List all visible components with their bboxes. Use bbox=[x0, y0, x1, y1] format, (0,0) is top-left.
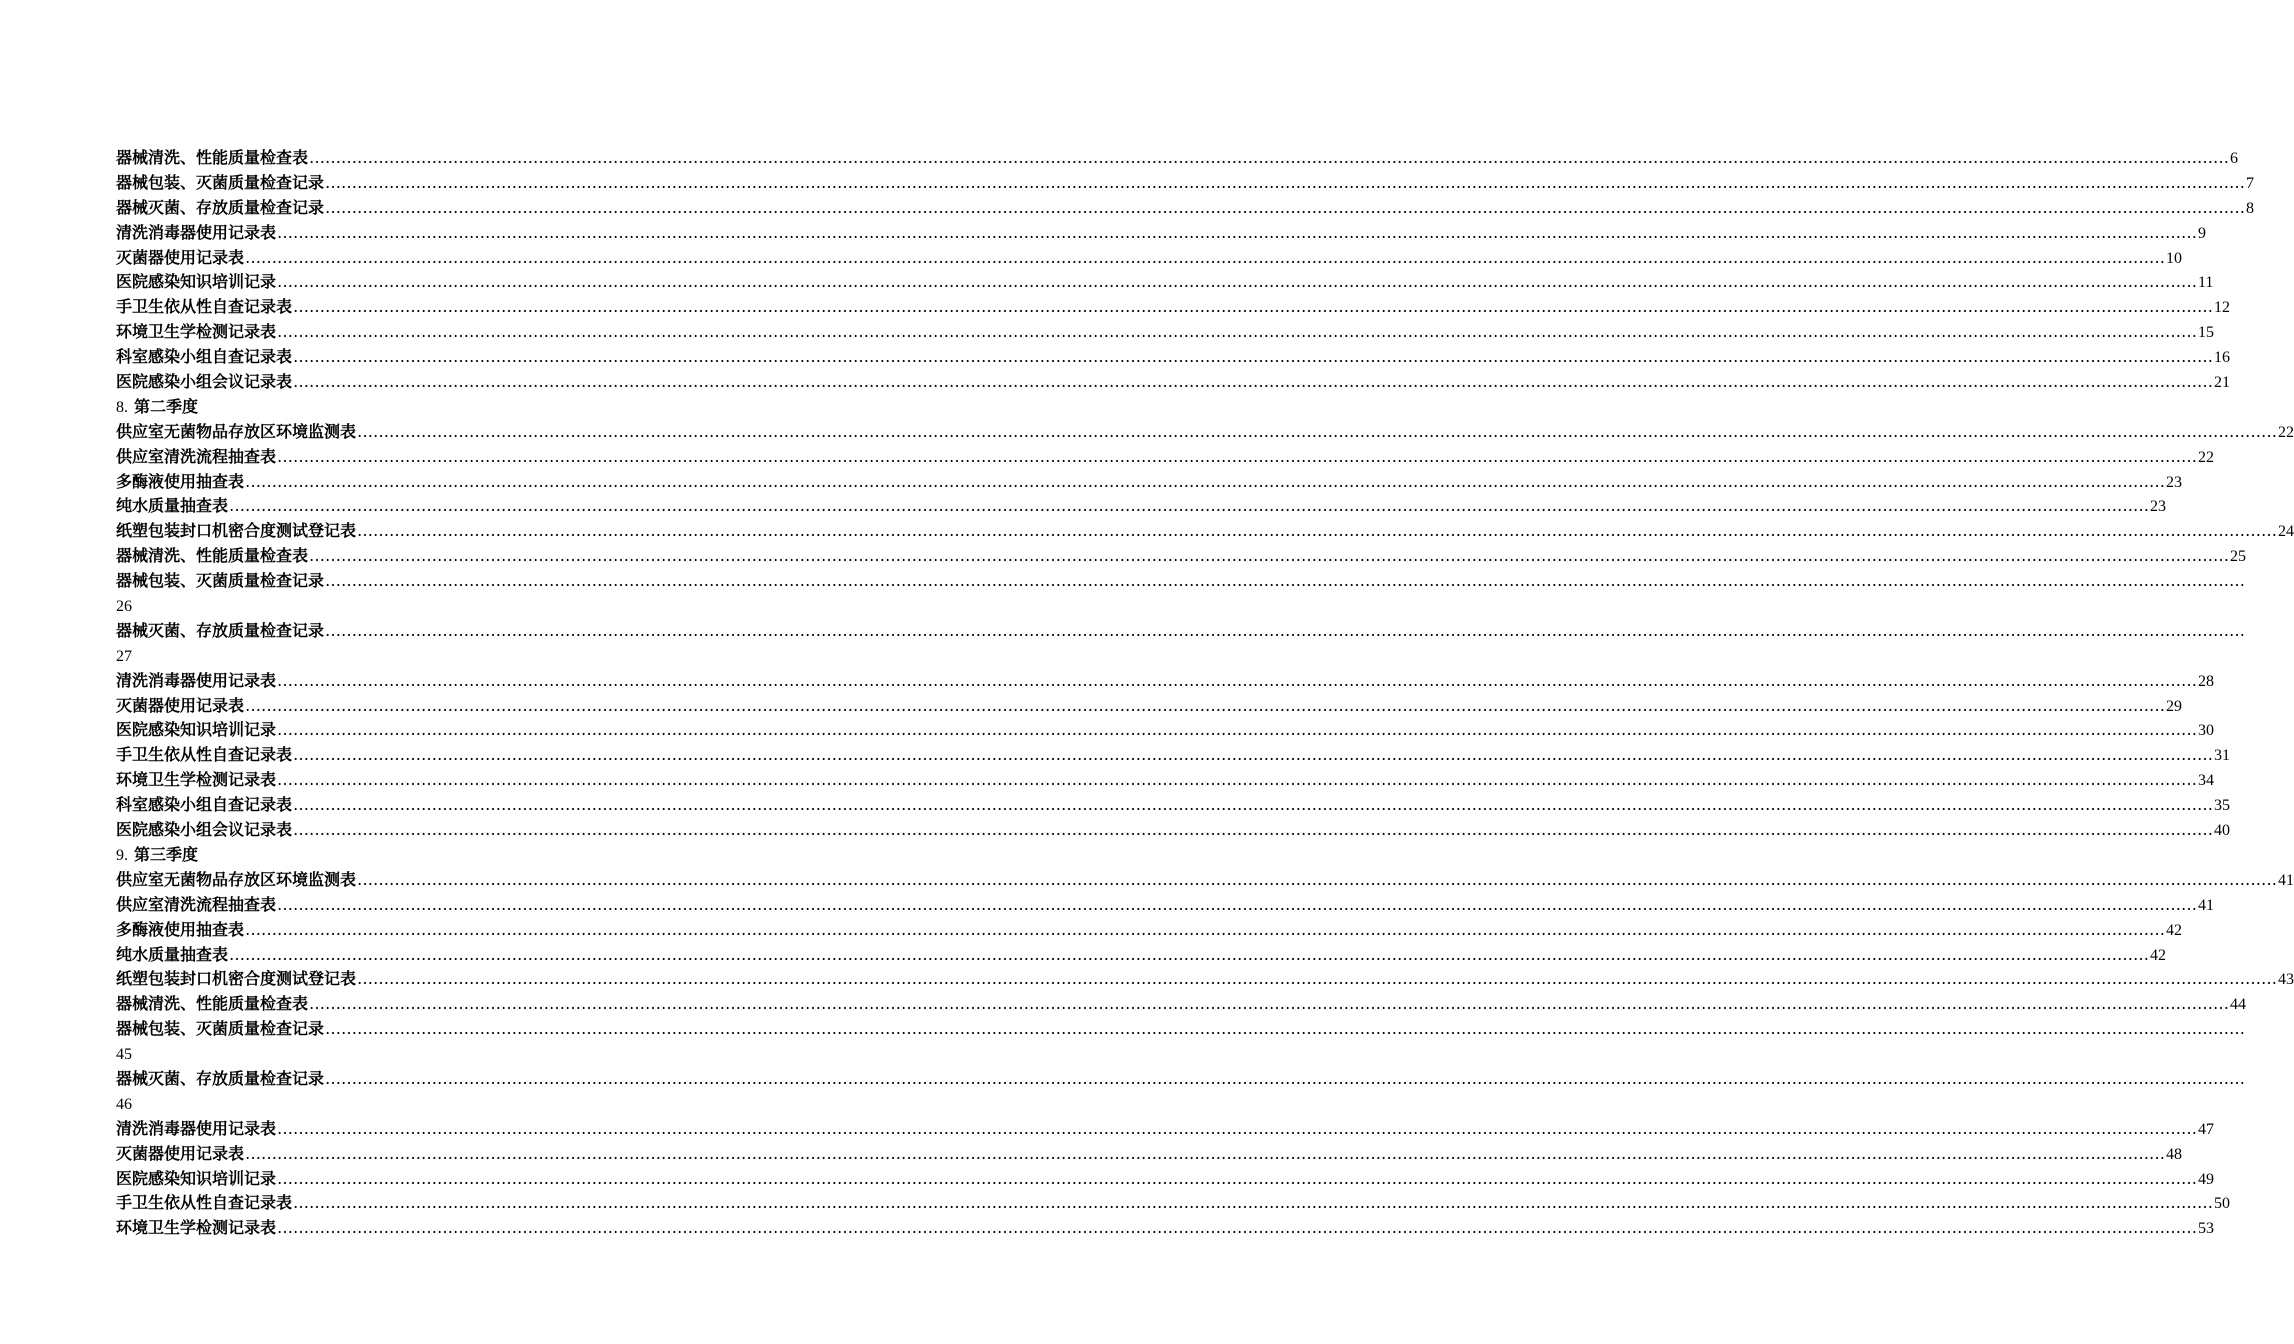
toc-page-number: 10 bbox=[2166, 249, 2183, 267]
toc-page-number: 53 bbox=[2198, 1220, 2215, 1238]
toc-leader-dots: ……………………………………………………………………………………………………………………………………………………………………………………………………………………………………………………………………………………………………………………………… bbox=[277, 720, 2198, 740]
toc-leader-dots: ……………………………………………………………………………………………………………………………………………………………………………………………………………………………………………………………………………………………………………………………… bbox=[245, 919, 2166, 939]
toc-entry-title: 纯水质量抽查表 bbox=[116, 944, 229, 964]
table-of-contents bbox=[116, 146, 2294, 1241]
toc-entry[interactable] bbox=[116, 420, 2294, 445]
toc-entry-title: 纸塑包装封口机密合度测试登记表 bbox=[116, 521, 357, 541]
toc-page-number: 43 bbox=[2278, 971, 2294, 989]
toc-leader-dots: ……………………………………………………………………………………………………………………………………………………………………………………………………………………………………………………………………………………………………………………………… bbox=[277, 1168, 2198, 1188]
toc-page-number: 23 bbox=[2150, 498, 2167, 516]
toc-leader-dots: ……………………………………………………………………………………………………………………………………………………………………………………………………………………………………………………………………………………………………………………………… bbox=[325, 620, 2246, 640]
toc-entry-title: 纸塑包装封口机密合度测试登记表 bbox=[116, 969, 357, 989]
toc-leader-dots: ……………………………………………………………………………………………………………………………………………………………………………………………………………………………………………………………………………………………………………………………… bbox=[309, 148, 2230, 167]
toc-page-number: 24 bbox=[2278, 523, 2294, 541]
toc-leader-dots: ……………………………………………………………………………………………………………………………………………………………………………………………………………………………………………………………………………………………………………………………… bbox=[293, 795, 2214, 815]
toc-page-number: 41 bbox=[2198, 896, 2215, 914]
toc-entry-title: 清洗消毒器使用记录表 bbox=[116, 222, 277, 242]
toc-leader-dots: ……………………………………………………………………………………………………………………………………………………………………………………………………………………………………………………………………………………………………………………………… bbox=[277, 272, 2198, 292]
toc-leader-dots: ……………………………………………………………………………………………………………………………………………………………………………………………………………………………………………………………………………………………………………………………… bbox=[293, 820, 2214, 840]
toc-entry[interactable] bbox=[116, 470, 2183, 495]
toc-entry[interactable] bbox=[116, 1167, 2215, 1192]
toc-page-number: 28 bbox=[2198, 672, 2215, 690]
toc-leader-dots: ……………………………………………………………………………………………………………………………………………………………………………………………………………………………………………………………………………………………………………………………… bbox=[277, 222, 2198, 242]
toc-entry[interactable] bbox=[116, 445, 2215, 470]
toc-page-number: 49 bbox=[2198, 1170, 2215, 1188]
toc-entry-title: 器械包装、灭菌质量检查记录 bbox=[116, 571, 325, 591]
toc-page-number: 27 bbox=[116, 647, 132, 665]
toc-leader-dots: ……………………………………………………………………………………………………………………………………………………………………………………………………………………………………………………………………………………………………………………………… bbox=[245, 247, 2166, 267]
toc-entry[interactable] bbox=[116, 992, 2247, 1017]
toc-entry[interactable] bbox=[116, 694, 2183, 719]
toc-page-number: 22 bbox=[2198, 448, 2215, 466]
toc-entry-title: 环境卫生学检测记录表 bbox=[116, 770, 277, 790]
toc-entry-page-wrapped bbox=[116, 1042, 828, 1067]
toc-entry[interactable] bbox=[116, 345, 2231, 370]
toc-leader-dots: ……………………………………………………………………………………………………………………………………………………………………………………………………………………………………………………………………………………………………………………………… bbox=[277, 670, 2198, 690]
toc-entry-page-wrapped bbox=[116, 1092, 828, 1117]
toc-entry[interactable] bbox=[116, 246, 2183, 271]
toc-leader-dots: ……………………………………………………………………………………………………………………………………………………………………………………………………………………………………………………………………………………………………………………………… bbox=[357, 521, 2278, 541]
toc-page-number: 21 bbox=[2214, 374, 2231, 392]
toc-page-number: 42 bbox=[2150, 946, 2167, 964]
toc-leader-dots: ……………………………………………………………………………………………………………………………………………………………………………………………………………………………………………………………………………………………………………………………… bbox=[277, 446, 2198, 466]
toc-leader-dots: ……………………………………………………………………………………………………………………………………………………………………………………………………………………………………………………………………………………………………………………………… bbox=[277, 894, 2198, 914]
toc-entry-title: 供应室无菌物品存放区环境监测表 bbox=[116, 421, 357, 441]
toc-section-heading bbox=[116, 395, 828, 420]
toc-entry[interactable] bbox=[116, 1017, 2246, 1042]
toc-entry[interactable] bbox=[116, 270, 2214, 295]
toc-page-number: 25 bbox=[2230, 548, 2247, 566]
toc-entry[interactable] bbox=[116, 1142, 2183, 1167]
toc-leader-dots: ……………………………………………………………………………………………………………………………………………………………………………………………………………………………………………………………………………………………………………………………… bbox=[245, 471, 2166, 491]
toc-entry-title: 灭菌器使用记录表 bbox=[116, 1143, 245, 1163]
toc-leader-dots: ……………………………………………………………………………………………………………………………………………………………………………………………………………………………………………………………………………………………………………………………… bbox=[277, 322, 2198, 342]
toc-entry[interactable] bbox=[116, 967, 2294, 992]
toc-page-number: 22 bbox=[2278, 423, 2294, 441]
toc-entry[interactable] bbox=[116, 669, 2215, 694]
toc-entry[interactable] bbox=[116, 295, 2231, 320]
toc-page-number: 45 bbox=[116, 1046, 132, 1064]
toc-entry-title: 医院感染知识培训记录 bbox=[116, 1168, 277, 1188]
toc-page-number: 11 bbox=[2198, 274, 2214, 292]
toc-entry[interactable] bbox=[116, 743, 2231, 768]
toc-leader-dots: ……………………………………………………………………………………………………………………………………………………………………………………………………………………………………………………………………………………………………………………………… bbox=[357, 869, 2278, 889]
toc-entry[interactable] bbox=[116, 793, 2231, 818]
section-number: 9. bbox=[116, 846, 128, 864]
section-title: 第二季度 bbox=[134, 396, 199, 416]
toc-entry-title: 科室感染小组自查记录表 bbox=[116, 795, 293, 815]
toc-page-number: 9 bbox=[2198, 224, 2207, 242]
toc-leader-dots: ……………………………………………………………………………………………………………………………………………………………………………………………………………………………………………………………………………………………………………………………… bbox=[357, 969, 2278, 989]
toc-entry-title: 供应室清洗流程抽查表 bbox=[116, 894, 277, 914]
toc-page-number: 23 bbox=[2166, 473, 2183, 491]
toc-entry[interactable] bbox=[116, 818, 2231, 843]
toc-page-number: 12 bbox=[2214, 299, 2231, 317]
toc-entry[interactable] bbox=[116, 171, 2255, 196]
toc-page-number: 44 bbox=[2230, 996, 2247, 1014]
toc-entry[interactable] bbox=[116, 221, 2207, 246]
toc-leader-dots: ……………………………………………………………………………………………………………………………………………………………………………………………………………………………………………………………………………………………………………………………… bbox=[277, 1118, 2198, 1138]
toc-entry-title: 环境卫生学检测记录表 bbox=[116, 1218, 277, 1238]
toc-leader-dots: ……………………………………………………………………………………………………………………………………………………………………………………………………………………………………………………………………………………………………………………………… bbox=[325, 571, 2246, 591]
toc-page-number: 8 bbox=[2246, 199, 2255, 217]
toc-entry[interactable] bbox=[116, 619, 2246, 644]
toc-entry-title: 环境卫生学检测记录表 bbox=[116, 322, 277, 342]
toc-entry-page-wrapped bbox=[116, 644, 828, 669]
toc-leader-dots: ……………………………………………………………………………………………………………………………………………………………………………………………………………………………………………………………………………………………………………………………… bbox=[245, 695, 2166, 715]
toc-leader-dots: ……………………………………………………………………………………………………………………………………………………………………………………………………………………………………………………………………………………………………………………………… bbox=[325, 1068, 2246, 1088]
toc-entry[interactable] bbox=[116, 544, 2247, 569]
toc-page-number: 26 bbox=[116, 598, 132, 616]
toc-entry-title: 器械灭菌、存放质量检查记录 bbox=[116, 197, 325, 217]
toc-entry[interactable] bbox=[116, 718, 2215, 743]
toc-page-number: 7 bbox=[2246, 174, 2255, 192]
toc-entry-title: 清洗消毒器使用记录表 bbox=[116, 1118, 277, 1138]
toc-entry[interactable] bbox=[116, 893, 2215, 918]
toc-page-number: 46 bbox=[116, 1095, 132, 1113]
toc-entry[interactable] bbox=[116, 1191, 2231, 1216]
toc-entry-title: 医院感染知识培训记录 bbox=[116, 272, 277, 292]
toc-entry-title: 手卫生依从性自查记录表 bbox=[116, 297, 293, 317]
toc-entry[interactable] bbox=[116, 868, 2294, 893]
toc-entry-title: 供应室无菌物品存放区环境监测表 bbox=[116, 869, 357, 889]
toc-entry-title: 多酶液使用抽查表 bbox=[116, 919, 245, 939]
toc-leader-dots: ……………………………………………………………………………………………………………………………………………………………………………………………………………………………………………………………………………………………………………………………… bbox=[245, 1143, 2166, 1163]
toc-entry[interactable] bbox=[116, 320, 2215, 345]
toc-entry-title: 灭菌器使用记录表 bbox=[116, 695, 245, 715]
toc-entry[interactable] bbox=[116, 918, 2183, 943]
toc-leader-dots: ……………………………………………………………………………………………………………………………………………………………………………………………………………………………………………………………………………………………………………………………… bbox=[357, 421, 2278, 441]
toc-entry-title: 多酶液使用抽查表 bbox=[116, 471, 245, 491]
toc-entry-title: 清洗消毒器使用记录表 bbox=[116, 670, 277, 690]
toc-entry-title: 医院感染小组会议记录表 bbox=[116, 820, 293, 840]
toc-page-number: 41 bbox=[2278, 871, 2294, 889]
toc-page-number: 35 bbox=[2214, 797, 2231, 815]
toc-leader-dots: ……………………………………………………………………………………………………………………………………………………………………………………………………………………………………………………………………………………………………………………………… bbox=[293, 297, 2214, 317]
toc-entry[interactable] bbox=[116, 1117, 2215, 1142]
toc-entry-title: 器械清洗、性能质量检查表 bbox=[116, 546, 309, 566]
toc-entry-title: 供应室清洗流程抽查表 bbox=[116, 446, 277, 466]
toc-leader-dots: ……………………………………………………………………………………………………………………………………………………………………………………………………………………………………………………………………………………………………………………………… bbox=[293, 1193, 2214, 1213]
toc-entry[interactable] bbox=[116, 196, 2255, 221]
toc-leader-dots: ……………………………………………………………………………………………………………………………………………………………………………………………………………………………………………………………………………………………………………………………… bbox=[277, 1218, 2198, 1238]
section-number: 8. bbox=[116, 398, 128, 416]
toc-entry[interactable] bbox=[116, 1067, 2246, 1092]
toc-leader-dots: ……………………………………………………………………………………………………………………………………………………………………………………………………………………………………………………………………………………………………………………………… bbox=[293, 372, 2214, 392]
toc-entry[interactable] bbox=[116, 768, 2215, 793]
toc-page-number: 40 bbox=[2214, 822, 2231, 840]
toc-leader-dots: ……………………………………………………………………………………………………………………………………………………………………………………………………………………………………………………………………………………………………………………………… bbox=[309, 546, 2230, 566]
toc-entry[interactable] bbox=[116, 519, 2294, 544]
section-title: 第三季度 bbox=[134, 844, 199, 864]
toc-leader-dots: ……………………………………………………………………………………………………………………………………………………………………………………………………………………………………………………………………………………………………………………………… bbox=[325, 172, 2246, 192]
toc-page-number: 6 bbox=[2230, 150, 2239, 167]
toc-page-number: 34 bbox=[2198, 772, 2215, 790]
toc-page-number: 16 bbox=[2214, 349, 2231, 367]
toc-section-heading bbox=[116, 843, 828, 868]
toc-entry-title: 科室感染小组自查记录表 bbox=[116, 347, 293, 367]
toc-entry-title: 医院感染小组会议记录表 bbox=[116, 372, 293, 392]
toc-entry-title: 手卫生依从性自查记录表 bbox=[116, 1193, 293, 1213]
toc-entry-title: 纯水质量抽查表 bbox=[116, 496, 229, 516]
toc-entry[interactable] bbox=[116, 370, 2231, 395]
toc-entry-title: 器械清洗、性能质量检查表 bbox=[116, 148, 309, 167]
toc-page-number: 50 bbox=[2214, 1195, 2231, 1213]
toc-leader-dots: ……………………………………………………………………………………………………………………………………………………………………………………………………………………………………………………………………………………………………………………………… bbox=[325, 1019, 2246, 1039]
toc-entry-title: 器械包装、灭菌质量检查记录 bbox=[116, 172, 325, 192]
toc-entry-title: 器械包装、灭菌质量检查记录 bbox=[116, 1019, 325, 1039]
toc-leader-dots: ……………………………………………………………………………………………………………………………………………………………………………………………………………………………………………………………………………………………………………………………… bbox=[229, 944, 2150, 964]
toc-page-number: 30 bbox=[2198, 722, 2215, 740]
toc-page-number: 47 bbox=[2198, 1120, 2215, 1138]
toc-entry[interactable] bbox=[116, 943, 2167, 968]
toc-entry[interactable] bbox=[116, 146, 2239, 171]
toc-leader-dots: ……………………………………………………………………………………………………………………………………………………………………………………………………………………………………………………………………………………………………………………………… bbox=[325, 197, 2246, 217]
toc-page-number: 42 bbox=[2166, 921, 2183, 939]
toc-page-number: 15 bbox=[2198, 324, 2215, 342]
toc-leader-dots: ……………………………………………………………………………………………………………………………………………………………………………………………………………………………………………………………………………………………………………………………… bbox=[229, 496, 2150, 516]
toc-entry-page-wrapped bbox=[116, 594, 828, 619]
toc-leader-dots: ……………………………………………………………………………………………………………………………………………………………………………………………………………………………………………………………………………………………………………………………… bbox=[293, 347, 2214, 367]
toc-entry[interactable] bbox=[116, 494, 2167, 519]
toc-entry-title: 医院感染知识培训记录 bbox=[116, 720, 277, 740]
toc-leader-dots: ……………………………………………………………………………………………………………………………………………………………………………………………………………………………………………………………………………………………………………………………… bbox=[277, 770, 2198, 790]
toc-page-number: 29 bbox=[2166, 697, 2183, 715]
toc-leader-dots: ……………………………………………………………………………………………………………………………………………………………………………………………………………………………………………………………………………………………………………………………… bbox=[293, 745, 2214, 765]
toc-entry[interactable] bbox=[116, 1216, 2215, 1241]
toc-entry-title: 器械清洗、性能质量检查表 bbox=[116, 994, 309, 1014]
toc-entry-title: 手卫生依从性自查记录表 bbox=[116, 745, 293, 765]
toc-leader-dots: ……………………………………………………………………………………………………………………………………………………………………………………………………………………………………………………………………………………………………………………………… bbox=[309, 994, 2230, 1014]
toc-page-number: 31 bbox=[2214, 747, 2231, 765]
toc-entry[interactable] bbox=[116, 569, 2246, 594]
toc-page-number: 48 bbox=[2166, 1145, 2183, 1163]
toc-entry-title: 器械灭菌、存放质量检查记录 bbox=[116, 620, 325, 640]
toc-entry-title: 器械灭菌、存放质量检查记录 bbox=[116, 1068, 325, 1088]
toc-entry-title: 灭菌器使用记录表 bbox=[116, 247, 245, 267]
